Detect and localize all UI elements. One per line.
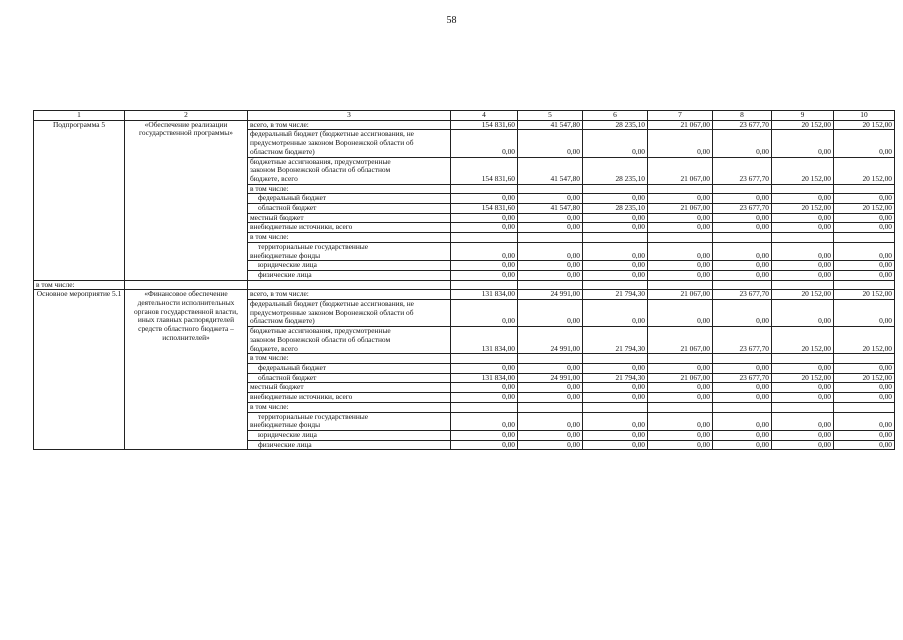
value-cell: 0,00 [834,383,895,393]
value-cell: 0,00 [451,213,518,223]
value-cell: 0,00 [583,130,648,157]
empty-cell [583,184,648,194]
source-line: федеральный бюджет [258,193,327,203]
source-line: бюджете, всего [250,173,298,183]
header-cell: 2 [125,111,248,121]
source-line: местный бюджет [250,382,304,392]
value-cell: 0,00 [451,393,518,403]
value-cell: 20 152,00 [772,290,834,300]
empty-cell [772,354,834,364]
value-cell: 24 991,00 [518,373,583,383]
value-cell: 0,00 [834,300,895,327]
value-cell: 0,00 [583,194,648,204]
value-cell: 0,00 [451,270,518,280]
value-cell: 0,00 [834,130,895,157]
source-cell [248,383,451,393]
value-cell: 23 677,70 [713,204,772,214]
value-cell: 21 067,00 [648,120,713,130]
empty-cell [648,233,713,243]
empty-cell [834,354,895,364]
budget-table [33,110,895,450]
value-cell: 0,00 [583,242,648,260]
value-cell: 0,00 [834,363,895,373]
source-line: физические лица [258,270,312,279]
empty-cell [451,354,518,364]
source-line: бюджете, всего [250,343,298,353]
value-cell: 20 152,00 [772,204,834,214]
source-cell [248,157,451,184]
value-cell: 0,00 [834,261,895,271]
value-cell: 0,00 [518,194,583,204]
value-cell: 0,00 [518,430,583,440]
empty-cell [834,233,895,243]
value-cell: 20 152,00 [772,157,834,184]
value-cell: 21 067,00 [648,204,713,214]
source-line: территориальные государственные [258,412,369,421]
value-cell: 0,00 [583,383,648,393]
value-cell: 20 152,00 [834,327,895,354]
source-line: внебюджетные фонды [250,250,321,260]
empty-cell [834,402,895,412]
source-cell [248,412,451,430]
value-cell: 0,00 [772,270,834,280]
value-cell: 0,00 [518,213,583,223]
empty-cell [518,354,583,364]
source-cell [248,204,451,214]
value-cell: 0,00 [834,412,895,430]
source-line: физические лица [258,440,312,449]
value-cell: 0,00 [713,440,772,450]
value-cell: 0,00 [583,440,648,450]
source-line: законом Воронежской области об областном [250,165,391,175]
table-body [34,111,895,450]
value-cell: 0,00 [772,383,834,393]
empty-cell [583,280,648,290]
source-line: областном бюджете) [250,316,315,326]
empty-cell [713,280,772,290]
value-cell: 20 152,00 [834,120,895,130]
separator-label: в том числе: [34,280,125,290]
header-cell: 7 [648,111,713,121]
source-line: в том числе: [250,232,289,242]
program-cell: Подпрограмма 5 [34,120,125,280]
header-cell: 6 [583,111,648,121]
value-cell: 21 794,30 [583,327,648,354]
value-cell: 0,00 [451,242,518,260]
source-cell [248,270,451,280]
source-line: всего, в том числе: [250,120,309,129]
source-cell [248,327,451,354]
source-line: местный бюджет [250,213,304,222]
header-cell: 5 [518,111,583,121]
value-cell: 0,00 [518,130,583,157]
empty-cell [583,233,648,243]
header-cell: 9 [772,111,834,121]
value-cell: 0,00 [834,393,895,403]
value-cell: 0,00 [834,270,895,280]
empty-cell [451,184,518,194]
empty-cell [834,280,895,290]
source-line: областном бюджете) [250,146,315,156]
value-cell: 0,00 [648,270,713,280]
value-cell: 0,00 [772,213,834,223]
value-cell: 0,00 [772,194,834,204]
value-cell: 0,00 [713,242,772,260]
value-cell: 0,00 [772,393,834,403]
source-cell [248,213,451,223]
value-cell: 21 794,30 [583,290,648,300]
value-cell: 20 152,00 [834,157,895,184]
source-line: бюджетные ассигнования, предусмотренные [250,326,391,336]
value-cell: 0,00 [648,130,713,157]
value-cell: 20 152,00 [834,204,895,214]
header-row [34,111,895,121]
value-cell: 0,00 [583,430,648,440]
source-cell [248,290,451,300]
value-cell: 23 677,70 [713,120,772,130]
source-line: в том числе: [250,353,289,363]
source-line: в том числе: [250,402,289,411]
value-cell: 0,00 [451,300,518,327]
source-line: федеральный бюджет (бюджетные ассигнования, не [250,299,414,309]
source-line: областной бюджет [258,203,317,213]
source-line: внебюджетные источники, всего [250,222,353,232]
value-cell: 0,00 [834,213,895,223]
program-cell: Основное мероприятие 5.1 [34,290,125,450]
value-cell: 28 235,10 [583,204,648,214]
value-cell: 0,00 [648,213,713,223]
empty-cell [518,233,583,243]
value-cell: 0,00 [713,412,772,430]
source-cell [248,194,451,204]
empty-cell [713,233,772,243]
empty-cell [451,402,518,412]
source-cell [248,440,451,450]
empty-cell [772,402,834,412]
source-line: внебюджетные источники, всего [250,392,353,402]
value-cell: 20 152,00 [772,327,834,354]
source-line: федеральный бюджет (бюджетные ассигнования, не [250,129,414,139]
value-cell: 0,00 [518,363,583,373]
value-cell: 154 831,60 [451,157,518,184]
source-cell [248,261,451,271]
empty-cell [648,280,713,290]
value-cell: 0,00 [583,363,648,373]
value-cell: 0,00 [772,223,834,233]
source-line: бюджетные ассигнования, предусмотренные [250,157,391,166]
value-cell: 24 991,00 [518,327,583,354]
empty-cell [451,233,518,243]
separator-row [34,280,895,290]
header-cell: 10 [834,111,895,121]
value-cell: 20 152,00 [834,290,895,300]
value-cell: 0,00 [518,383,583,393]
value-cell: 23 677,70 [713,157,772,184]
source-cell [248,223,451,233]
empty-cell [451,280,518,290]
value-cell: 28 235,10 [583,157,648,184]
header-cell: 1 [34,111,125,121]
value-cell: 131 834,00 [451,290,518,300]
value-cell: 0,00 [648,242,713,260]
value-cell: 0,00 [834,430,895,440]
value-cell: 0,00 [518,412,583,430]
value-cell: 21 067,00 [648,157,713,184]
page-number: 58 [446,15,457,26]
value-cell: 0,00 [583,223,648,233]
empty-cell [648,184,713,194]
empty-cell [125,280,248,290]
source-line: юридические лица [258,260,317,270]
value-cell: 0,00 [648,223,713,233]
empty-cell [518,280,583,290]
source-cell [248,233,451,243]
empty-cell [648,354,713,364]
value-cell: 0,00 [451,412,518,430]
value-cell: 0,00 [518,261,583,271]
value-cell: 0,00 [648,194,713,204]
empty-cell [583,354,648,364]
value-cell: 0,00 [648,430,713,440]
source-line: областной бюджет [258,373,317,382]
value-cell: 0,00 [772,130,834,157]
value-cell: 41 547,80 [518,204,583,214]
empty-cell [248,280,451,290]
source-cell [248,373,451,383]
source-cell [248,184,451,194]
value-cell: 0,00 [713,363,772,373]
empty-cell [518,184,583,194]
source-cell [248,354,451,364]
value-cell: 0,00 [451,430,518,440]
value-cell: 23 677,70 [713,373,772,383]
description-cell: «Финансовое обеспечение деятельности исполнительных органов государственной власти, иных главных распорядителей средств областного бюджета – исполнителей» [125,290,248,450]
value-cell: 0,00 [583,393,648,403]
value-cell: 0,00 [518,440,583,450]
value-cell: 0,00 [648,412,713,430]
value-cell: 0,00 [772,363,834,373]
value-cell: 0,00 [451,130,518,157]
value-cell: 23 677,70 [713,327,772,354]
value-cell: 0,00 [583,213,648,223]
value-cell: 0,00 [451,261,518,271]
value-cell: 0,00 [518,393,583,403]
value-cell: 0,00 [713,261,772,271]
value-cell: 0,00 [451,383,518,393]
header-cell: 8 [713,111,772,121]
value-cell: 0,00 [451,363,518,373]
value-cell: 0,00 [648,261,713,271]
empty-cell [648,402,713,412]
value-cell: 0,00 [451,194,518,204]
value-cell: 0,00 [648,440,713,450]
source-cell [248,430,451,440]
table-row [34,120,895,130]
value-cell: 0,00 [583,300,648,327]
value-cell: 0,00 [713,223,772,233]
value-cell: 0,00 [518,300,583,327]
empty-cell [713,184,772,194]
table-row [34,290,895,300]
source-line: предусмотренные законом Воронежской области об [250,138,414,148]
value-cell: 0,00 [648,300,713,327]
value-cell: 21 067,00 [648,373,713,383]
value-cell: 131 834,00 [451,327,518,354]
value-cell: 0,00 [834,223,895,233]
header-cell: 3 [248,111,451,121]
empty-cell [772,233,834,243]
source-cell [248,242,451,260]
source-cell [248,130,451,157]
value-cell: 0,00 [518,242,583,260]
value-cell: 20 152,00 [834,373,895,383]
value-cell: 0,00 [713,194,772,204]
value-cell: 0,00 [713,300,772,327]
value-cell: 0,00 [583,412,648,430]
value-cell: 0,00 [772,261,834,271]
value-cell: 28 235,10 [583,120,648,130]
header-cell: 4 [451,111,518,121]
value-cell: 0,00 [772,242,834,260]
value-cell: 41 547,80 [518,157,583,184]
value-cell: 131 834,00 [451,373,518,383]
value-cell: 20 152,00 [772,120,834,130]
value-cell: 21 067,00 [648,290,713,300]
source-line: федеральный бюджет [258,363,327,372]
empty-cell [772,184,834,194]
source-cell [248,300,451,327]
source-cell [248,393,451,403]
value-cell: 0,00 [834,440,895,450]
value-cell: 0,00 [451,223,518,233]
source-line: территориальные государственные [258,242,369,251]
value-cell: 0,00 [518,223,583,233]
value-cell: 0,00 [713,213,772,223]
value-cell: 154 831,60 [451,204,518,214]
value-cell: 21 067,00 [648,327,713,354]
value-cell: 0,00 [713,270,772,280]
value-cell: 0,00 [713,383,772,393]
value-cell: 24 991,00 [518,290,583,300]
empty-cell [834,184,895,194]
value-cell: 0,00 [834,194,895,204]
source-line: всего, в том числе: [250,289,309,299]
value-cell: 0,00 [834,242,895,260]
empty-cell [772,280,834,290]
source-cell [248,120,451,130]
value-cell: 0,00 [772,440,834,450]
value-cell: 0,00 [713,130,772,157]
source-line: внебюджетные фонды [250,420,321,430]
value-cell: 0,00 [713,393,772,403]
source-line: в том числе: [250,184,289,193]
empty-cell [583,402,648,412]
source-cell [248,402,451,412]
value-cell: 23 677,70 [713,290,772,300]
source-cell [248,363,451,373]
value-cell: 0,00 [451,440,518,450]
value-cell: 41 547,80 [518,120,583,130]
value-cell: 0,00 [772,300,834,327]
value-cell: 0,00 [583,270,648,280]
value-cell: 154 831,60 [451,120,518,130]
value-cell: 21 794,30 [583,373,648,383]
value-cell: 0,00 [518,270,583,280]
source-line: законом Воронежской области об областном [250,334,391,344]
value-cell: 0,00 [583,261,648,271]
source-line: юридические лица [258,430,317,439]
empty-cell [713,402,772,412]
empty-cell [518,402,583,412]
empty-cell [713,354,772,364]
value-cell: 20 152,00 [772,373,834,383]
value-cell: 0,00 [772,412,834,430]
value-cell: 0,00 [648,363,713,373]
value-cell: 0,00 [648,383,713,393]
value-cell: 0,00 [713,430,772,440]
value-cell: 0,00 [648,393,713,403]
source-line: предусмотренные законом Воронежской области об [250,307,414,317]
value-cell: 0,00 [772,430,834,440]
description-cell: «Обеспечение реализации государственной программы» [125,120,248,280]
